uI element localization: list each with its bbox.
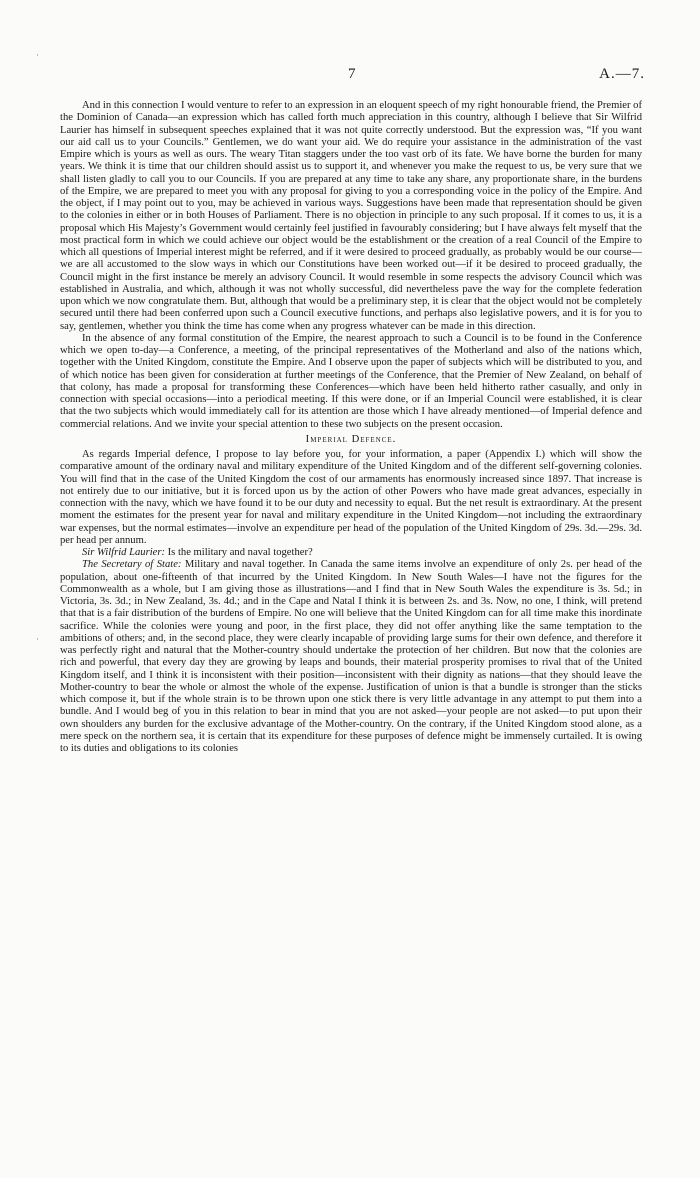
page-header bbox=[60, 66, 645, 88]
paragraph: As regards Imperial defence, I propose to lay before you, for your information, a paper (Appendix I.) which will show the comparative amount of the ordinary naval and military expenditure of the United Kingdom and of the different self-governing colonies. You will find that in the case of the United Kingdom the cost of our armaments has enormously increased since 1897. That increase is not entirely due to our initiative, but it is forced upon us by the action of other Powers who have made great advances, especially in connection with the navy, which we have found it to be our duty and necessity to equal. But the net result is extraordinary. At the present moment the estimates for the present year for naval and military expenditure in the United Kingdom—not including the extraordinary war expenses, but the normal estimates—involve an expenditure per head of the population of the United Kingdom of 29s. 3d.—29s. 3d. per head per annum. bbox=[60, 449, 642, 546]
dialogue-text: Military and naval together. In Canada the same items involve an expenditure of only 2s. per head of the population, about one-fifteenth of that incurred by the United Kingdom. In New South Wales—I have not the figures for the Commonwealth as a whole, but I am giving those as illustrations—and I find that in New South Wales the expenditure is 3s. 5d.; in Victoria, 3s. 3d.; in New Zealand, 3s. 4d.; and in the Cape and Natal I think it is between 2s. and 3s. Now, no one, I think, will pretend that that is a fair distribution of the burdens of Empire. No one will believe that the United Kingdom can for all time make this inordinate sacrifice. While the colonies were young and poor, in the first place, they did not offer anything like the same temptation to the ambitions of others; and, in the second place, they were clearly incapable of providing large sums for their own defence, and therefore it was perfectly right and natural that the Mother-country should undertake the protection of her children. But now that the colonies are rich and powerful, that every day they are growing by leaps and bounds, their material prosperity promises to rival that of the United Kingdom itself, and I think it is inconsistent with their position—inconsistent with their dignity as nations—that they should leave the Mother-country to bear the whole or almost the whole of the expense. Justification of union is that a bundle is stronger than the sticks which compose it, but if the whole strain is to be thrown upon one stick there is very little advantage in any attempt to put them into a bundle. And I would beg of you in this relation to bear in mind that you are not asked—your people are not asked—to put upon their own shoulders any burden for the exclusive advantage of the Mother-country. On the contrary, if the United Kingdom stood alone, as a mere speck on the northern sea, it is certain that its expenditure for these purposes of defence might be immensely curtailed. It is owing to its duties and obligations to its colonies bbox=[60, 559, 643, 754]
paragraph: And in this connection I would venture to refer to an expression in an eloquent speech of my right honourable friend, the Premier of the Dominion of Canada—an expression which has called forth much appreciation in this country, although I believe that Sir Wilfrid Laurier has himself in subsequent speeches explained that it was not quite correctly understood. But the expression was, “If you want our aid call us to your Councils.” Gentlemen, we do want your aid. We do require your assistance in the administration of the vast Empire which is yours as well as ours. The weary Titan staggers under the too vast orb of its fate. We have borne the burden for many years. We think it is time that our children should assist us to support it, and whenever you make the request to us, be very sure that we shall listen gladly to call you to our Councils. If you are prepared at any time to take any share, any proportionate share, in the burdens of the Empire, we are prepared to meet you with any proposal for giving to you a corresponding voice in the policy of the Empire. And the object, if I may point out to you, may be achieved in various ways. Suggestions have been made that representation should be given to the colonies in either or in both Houses of Parliament. There is no objection in principle to any such proposal. If it comes to us, it is a proposal which His Majesty’s Government would certainly feel justified in favourably considering; but I have always felt myself that the most practical form in which we could achieve our object would be the establishment or the creation of a real Council of the Empire to which all questions of Imperial interest might be referred, and if it were desired to proceed gradually, as probably would be our course—we are all accustomed to the slow ways in which our Constitutions have been worked out—if it be desired to proceed gradually, the Council might in the first instance be merely an advisory Council. It would resemble in some respects the advisory Council which was established in Australia, and which, although it was not wholly successful, did nevertheless pave the way for the complete federation upon which we now congratulate them. But, although that would be a preliminary step, it is clear that the object would not be completely secured until there had been conferred upon such a Council executive functions, and perhaps also legislative powers, and it is for you to say, gentlemen, whether you think the time has come when any progress whatever can be made in this direction. bbox=[60, 100, 642, 332]
dialogue-question bbox=[60, 547, 642, 559]
margin-mark: · bbox=[36, 634, 39, 644]
page-number: 7 bbox=[348, 66, 356, 82]
paragraph: In the absence of any formal constitution of the Empire, the nearest approach to such a Council is to be found in the Conference which we open to-day—a Conference, a meeting, of the principal representatives of the Motherland and also of the nations which, together with the United Kingdom, constitute the Empire. And I observe upon the paper of subjects which will be distributed to you, and of which notice has been given for consideration at further meetings of the Conference, that the Premier of New Zealand, on behalf of that colony, has made a proposal for transforming these Conferences—which have been held hitherto rather casually, and only in connection with special occasions—into a periodical meeting. If this were done, or if an Imperial Council were established, it is clear that the two subjects which would immediately call for its attention are those which I have already mentioned—of Imperial defence and commercial relations. And we invite your special attention to these two subjects on the present occasion. bbox=[60, 332, 642, 430]
speaker-name: Sir Wilfrid Laurier: bbox=[82, 547, 165, 558]
dialogue-answer bbox=[60, 559, 642, 755]
section-heading: Imperial Defence. bbox=[305, 433, 397, 445]
margin-mark: · bbox=[36, 50, 39, 60]
document-reference: A.—7. bbox=[599, 66, 645, 82]
speaker-name: The Secretary of State: bbox=[82, 559, 182, 571]
document-body bbox=[60, 100, 642, 755]
dialogue-text: Is the military and naval together? bbox=[167, 547, 313, 558]
